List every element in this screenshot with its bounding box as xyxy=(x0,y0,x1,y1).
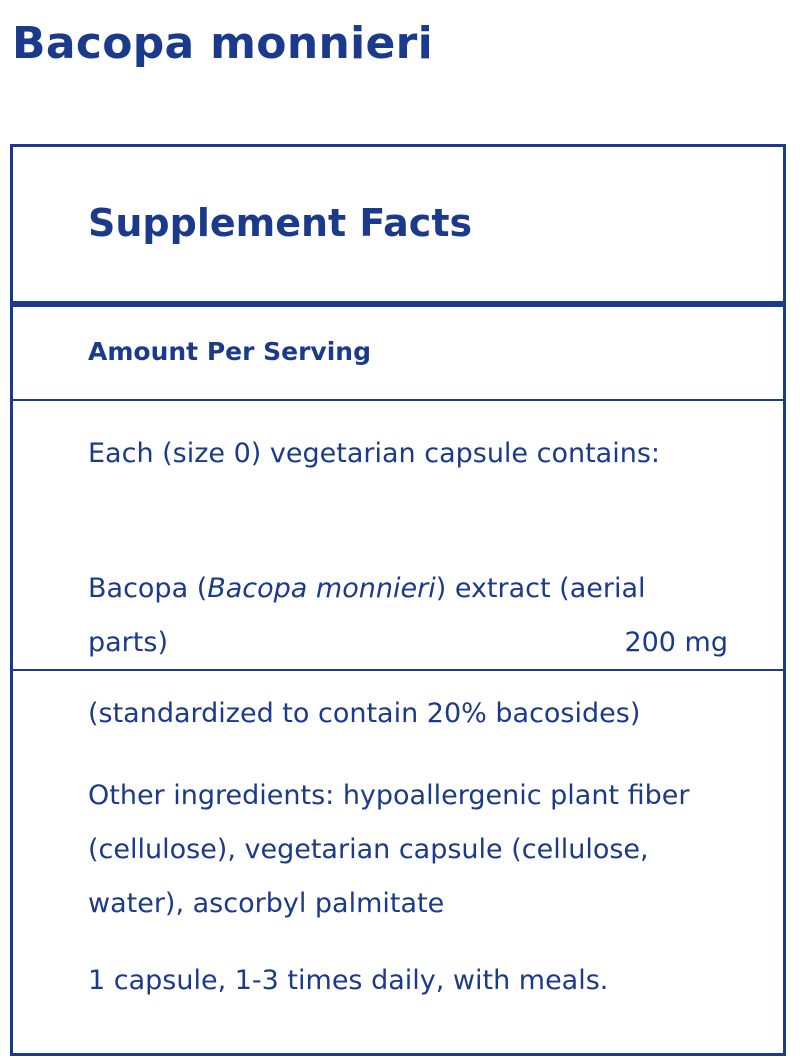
divider xyxy=(13,399,783,401)
ingredient-name-suffix: ) extract (aerial parts) xyxy=(88,573,646,658)
directions: 1 capsule, 1-3 times daily, with meals. xyxy=(88,965,609,996)
supplement-facts-heading: Supplement Facts xyxy=(88,201,473,245)
ingredient-name-prefix: Bacopa ( xyxy=(88,573,208,604)
amount-per-serving-label: Amount Per Serving xyxy=(88,337,371,366)
ingredient-row xyxy=(88,562,728,670)
standardization-note: (standardized to contain 20% bacosides) xyxy=(88,698,641,729)
ingredient-amount: 200 mg xyxy=(624,627,728,658)
other-ingredients: Other ingredients: hypoallergenic plant fiber (cellulose), vegetarian capsule (cellulose, water), ascorbyl palmitate xyxy=(88,780,690,919)
supplement-facts-panel xyxy=(10,144,786,1056)
product-title: Bacopa monnieri xyxy=(12,18,433,69)
capsule-description: Each (size 0) vegetarian capsule contains: xyxy=(88,438,661,469)
ingredient-botanical-name: Bacopa monnieri xyxy=(207,573,436,604)
thick-divider xyxy=(13,301,783,307)
divider xyxy=(13,669,783,671)
